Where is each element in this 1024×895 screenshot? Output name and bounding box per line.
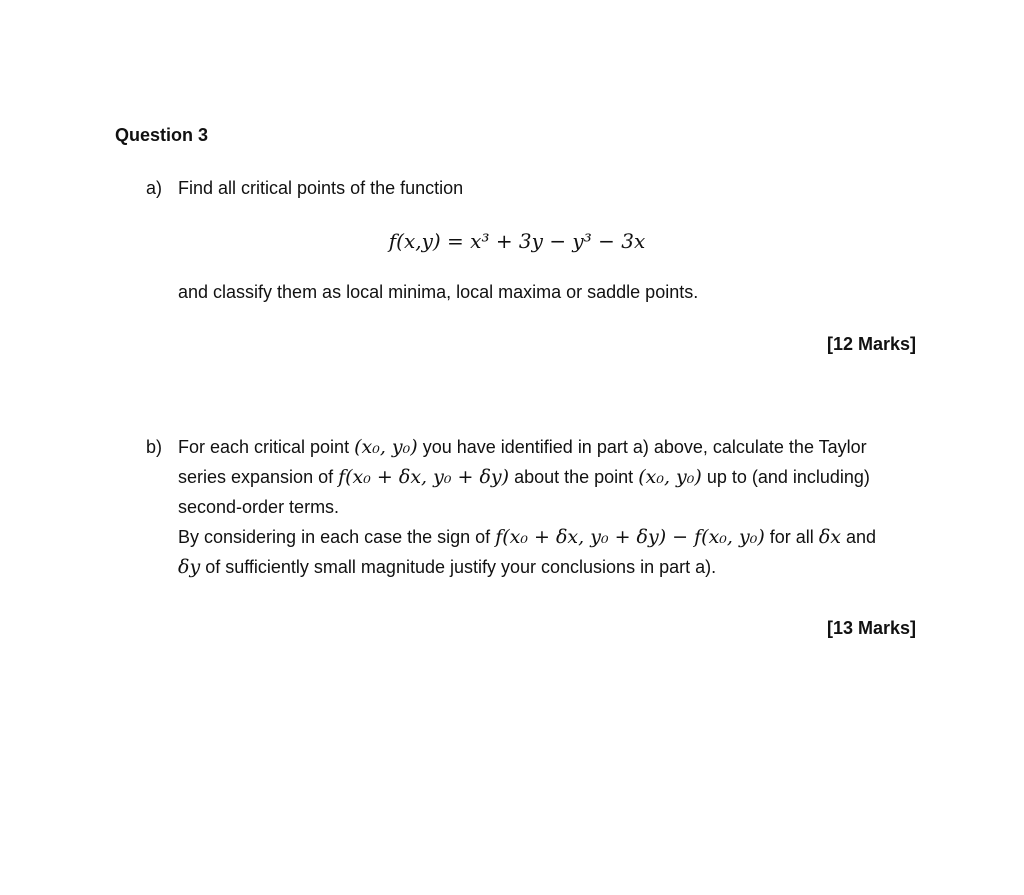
part-b-line-2 bbox=[178, 466, 870, 488]
difference-expr: f(x₀ + δx, y₀ + δy) − f(x₀, y₀) bbox=[495, 526, 765, 548]
part-b-line-1-text-2: you have identified in part a) above, calculate the Taylor bbox=[422, 437, 867, 457]
part-b-line-3: second-order terms. bbox=[178, 497, 340, 517]
part-a-conclusion: and classify them as local minima, local maxima or saddle points. bbox=[178, 282, 699, 302]
part-b-line-4-text-3: and bbox=[845, 527, 877, 547]
part-b-line-2-text-1: series expansion of bbox=[178, 467, 334, 487]
delta-y-expr: δy bbox=[178, 556, 201, 578]
part-a-intro: Find all critical points of the function bbox=[178, 178, 464, 198]
part-b-line-4-text-2: for all bbox=[769, 527, 814, 547]
part-b-label: b) bbox=[146, 437, 163, 457]
part-a-marks: [12 Marks] bbox=[826, 334, 916, 354]
part-b-line-2-text-2: about the point bbox=[514, 467, 634, 487]
part-b-marks: [13 Marks] bbox=[826, 618, 916, 638]
question-title: Question 3 bbox=[115, 125, 209, 145]
part-b-line-5-text: of sufficiently small magnitude justify your conclusions in part a). bbox=[205, 557, 717, 577]
part-b-line-4-text-1: By considering in each case the sign of bbox=[178, 527, 491, 547]
part-a-equation: f(x,y) = x³ + 3y − y³ − 3x bbox=[388, 229, 646, 253]
part-b-line-1-text-1: For each critical point bbox=[178, 437, 350, 457]
part-b-line-2-text-3: up to (and including) bbox=[706, 467, 870, 487]
part-b-line-1 bbox=[178, 436, 867, 458]
part-b-line-5 bbox=[178, 556, 716, 578]
taylor-expr: f(x₀ + δx, y₀ + δy) bbox=[338, 466, 510, 488]
part-a-label: a) bbox=[146, 178, 163, 198]
critical-point-expr: (x₀, y₀) bbox=[354, 436, 418, 458]
delta-x-expr: δx bbox=[818, 526, 841, 548]
part-b-line-4 bbox=[178, 526, 876, 548]
expansion-point-expr: (x₀, y₀) bbox=[638, 466, 702, 488]
